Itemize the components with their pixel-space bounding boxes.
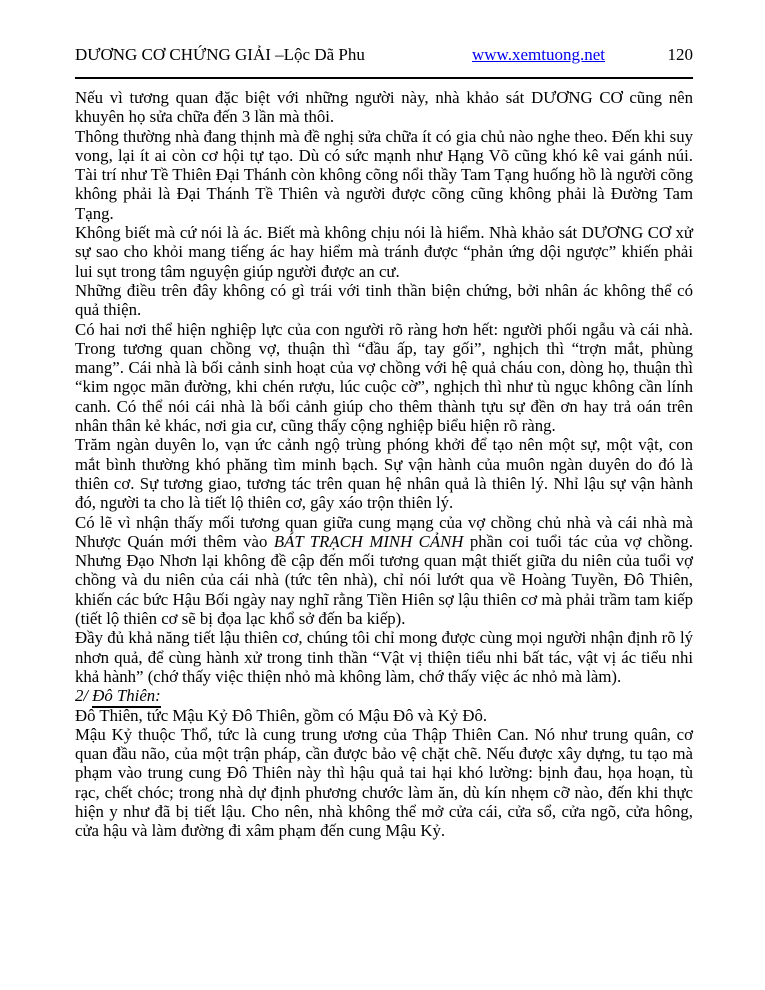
paragraph bbox=[75, 513, 693, 629]
paragraph: Mậu Kỷ thuộc Thổ, tức là cung trung ương của Thập Thiên Can. Nó như trung quân, cơ quan đầu não, của một trận pháp, cần được bảo vệ chặt chẽ. Nếu được xây dựng, tu tạo mà phạm vào trung cung Đô Thiên này thì hậu quả tai hại khó lường: bịnh đau, họa hoạn, tù rạc, chết chóc; trong nhà dự định phương chước làm ăn, dù kín nhẹm cỡ nào, đến khi thực hiện y như đã bị tiết lậu. Cho nên, nhà không thể mở cửa cái, cửa sổ, cửa ngõ, cửa hông, cửa hậu và làm đường đi xâm phạm đến cung Mậu Kỷ. bbox=[75, 724, 693, 841]
paragraph-text: phần coi tuổi tác của vợ chồng. Nhưng Đạo Nhơn lại không đề cập đến mối tương quan mật thiết giữa du niên của tuổi vợ chồng và du niên của cái nhà (tức tên nhà), chỉ nói lướt qua về Hoàng Tuyền, Đô Thiên, khiến các bức Hậu Bối ngày nay nghĩ rằng Tiền Hiên sợ lậu thiên cơ mà phải trầm tam kiếp (tiết lộ thiên cơ sẽ bị đọa lạc khổ sở đến ba kiếp). bbox=[75, 531, 693, 629]
book-title-emphasis: BÁT TRẠCH MINH CẢNH bbox=[273, 531, 464, 551]
header-divider bbox=[75, 77, 693, 79]
page-number: 120 bbox=[667, 45, 693, 64]
paragraph: Những điều trên đây không có gì trái với tinh thần biện chứng, bởi nhân ác không thể có quả thiện. bbox=[75, 280, 693, 320]
paragraph-text: Có lẽ vì nhận thấy mối tương quan giữa cung mạng của vợ chồng chủ nhà và cái nhà mà Nhược Quán mới thêm vào bbox=[75, 512, 693, 551]
section-number: 2/ bbox=[75, 686, 93, 706]
paragraph: Đô Thiên, tức Mậu Kỷ Đô Thiên, gồm có Mậu Đô và Kỷ Đô. bbox=[75, 705, 488, 725]
paragraph: Không biết mà cứ nói là ác. Biết mà không chịu nói là hiểm. Nhà khảo sát DƯƠNG CƠ xử sự sao cho khỏi mang tiếng ác hay hiểm mà tránh được “phản ứng dội ngược” khiến phải lui sụt trong tâm nguyện giúp người được an cư. bbox=[75, 223, 693, 281]
section-title: Đô Thiên: bbox=[92, 686, 161, 708]
page-header bbox=[75, 45, 693, 65]
paragraph: Thông thường nhà đang thịnh mà đề nghị sửa chữa ít có gia chủ nào nghe theo. Đến khi suy vong, lại ít ai còn cơ hội tự tạo. Dù có sức mạnh như Hạng Võ cũng khó kê vai gánh núi. Tài trí như Tề Thiên Đại Thánh còn không cõng nổi thầy Tam Tạng huống hồ là người cõng không phải là Đại Thánh Tề Thiên và người được cõng cũng không phải là Đường Tam Tạng. bbox=[75, 126, 693, 223]
document-title: DƯƠNG CƠ CHỨNG GIẢI –Lộc Dã Phu bbox=[75, 45, 365, 64]
website-link[interactable]: www.xemtuong.net bbox=[472, 45, 605, 64]
paragraph: Trăm ngàn duyên lo, vạn ức cảnh ngộ trùng phóng khởi để tạo nên một sự, một vật, con mắt bình thường khó phăng tìm minh bạch. Sự vận hành của muôn ngàn duyên do đó là thiên cơ. Sự tương giao, tương tác trên quan hệ nhân quả là thiên lý. Nhỉ lậu sự vận hành đó, người ta cho là tiết lộ thiên cơ, gây xáo trộn thiên lý. bbox=[75, 435, 693, 513]
section-heading bbox=[75, 686, 693, 705]
paragraph: Nếu vì tương quan đặc biệt với những người này, nhà khảo sát DƯƠNG CƠ cũng nên khuyên họ sửa chữa đến 3 lần mà thôi. bbox=[75, 88, 693, 127]
paragraph: Đầy đủ khả năng tiết lậu thiên cơ, chúng tôi chỉ mong được cùng mọi người nhận định rõ lý nhơn quả, để cùng hành xử trong tinh thần “Vật vị thiện tiểu nhi bất tác, vật vị ác tiểu nhi khả hành” (chớ thấy việc thiện nhỏ mà không làm, chớ thấy việc ác nhỏ mà làm). bbox=[75, 628, 693, 686]
paragraph: Có hai nơi thể hiện nghiệp lực của con người rõ ràng hơn hết: người phối ngẫu và cái nhà. Trong tương quan chồng vợ, thuận thì “đầu ấp, tay gối”, nghịch thì “trợn mắt, phùng mang”. Cái nhà là bối cảnh sinh hoạt của vợ chồng với hệ quả cháu con, dòng họ, thuận thì “kim ngọc mãn đường, khi chén rượu, lúc cuộc cờ”, nghịch thì như tù ngục không cần lính canh. Có thể nói cái nhà là bối cảnh giúp cho thêm thành tựu sự đền ơn hay trả oán trên nhân thân kẻ khác, nơi gia cư, cũng thấy cộng nghiệp biểu hiện rõ ràng. bbox=[75, 319, 693, 436]
document-body bbox=[75, 88, 693, 841]
